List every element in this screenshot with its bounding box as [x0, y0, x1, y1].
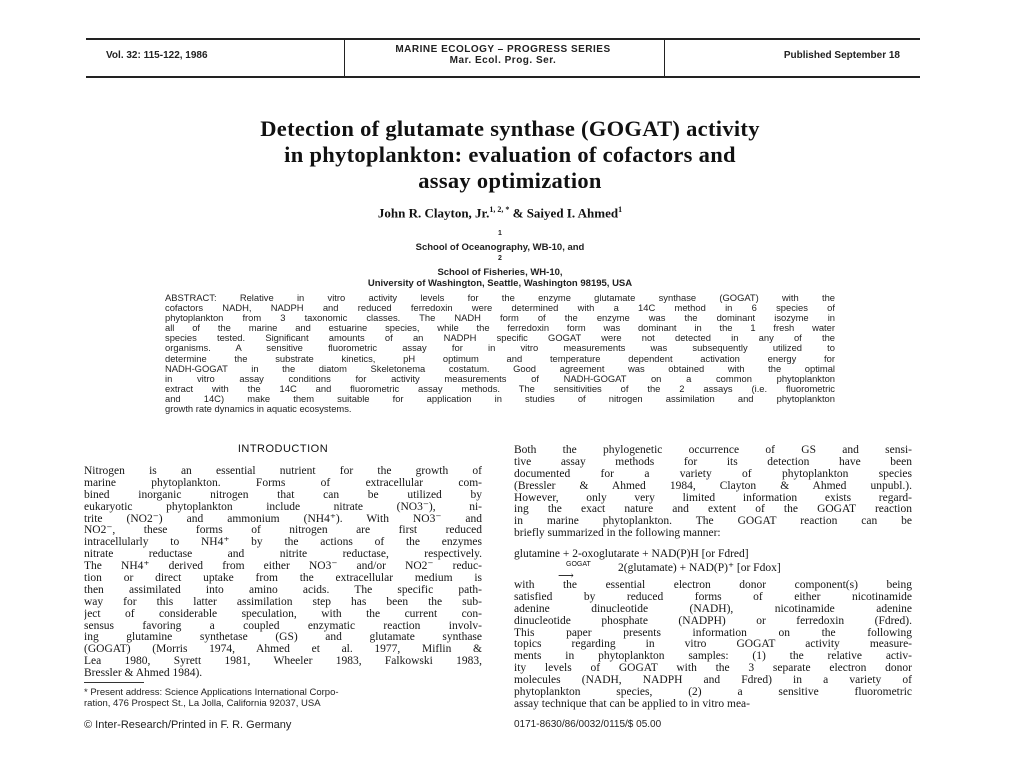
running-header — [86, 38, 920, 78]
title-line: in phytoplankton: evaluation of cofactors and — [284, 142, 736, 167]
text-line: in marine phytoplankton. The GOGAT reaction can be — [514, 516, 912, 528]
text-line: with the essential electron donor component(s) being — [514, 580, 912, 591]
right-column-text — [514, 445, 912, 540]
author-name: & Saiyed I. Ahmed — [509, 205, 619, 221]
journal-title: MARINE ECOLOGY – PROGRESS SERIES — [395, 44, 611, 55]
text-line: topics regarding in vitro GOGAT activity measure- — [514, 639, 912, 651]
text-line: phytoplankton species, (2) a sensitive fluorometric — [514, 687, 912, 699]
footnote — [84, 687, 482, 709]
section-heading-introduction: INTRODUCTION — [237, 443, 329, 455]
text-line: determine the substrate kinetics, pH optimum and temperature dependent activation energy for — [165, 353, 835, 364]
text-line: then assimilated into amino acids. The specific path- — [84, 584, 482, 596]
text-line: growth rate dynamics in aquatic ecosystems. — [165, 404, 352, 415]
equation-products: 2(glutamate) + NAD(P)⁺ [or Fdox] — [618, 562, 781, 574]
text-line: nitrate reductase and nitrite reductase, respectively. — [84, 549, 482, 561]
text-line: intracellularly to NH4⁺ by the actions of the enzymes — [84, 537, 482, 549]
text-line: NADH-GOGAT in the diatom Skeletonema costatum. Good agreement was obtained with the optimal — [165, 363, 835, 374]
text-line: Nitrogen is an essential nutrient for the growth of — [84, 466, 482, 477]
text-line: ABSTRACT: Relative in vitro activity levels for the enzyme glutamate synthase (GOGAT) with the — [165, 293, 835, 303]
text-line: ject of considerable speculation, with the current con- — [84, 608, 482, 620]
author-name: John R. Clayton, Jr. — [377, 205, 490, 221]
journal-abbrev: Mar. Ecol. Prog. Ser. — [449, 55, 557, 66]
text-line: Both the phylogenetic occurrence of GS and sensi- — [514, 445, 912, 456]
text-line: Lea 1980, Syrett 1981, Wheeler 1983, Falkowski 1983, — [84, 656, 482, 668]
text-line: trite (NO2⁻) and ammonium (NH4⁺). With NO3⁻ and — [84, 513, 482, 525]
header-divider — [664, 40, 665, 76]
volume-info: Vol. 32: 115-122, 1986 — [106, 50, 208, 61]
text-line: ity levels of GOGAT with the 3 separate electron donor — [514, 663, 912, 675]
article-title — [60, 116, 960, 194]
text-line: tion or direct uptake from the extracellular medium is — [84, 573, 482, 585]
footnote-line: * Present address: Science Applications International Corpo- — [84, 687, 339, 698]
footnote-line: ration, 476 Prospect St., La Jolla, California 92037, USA — [84, 698, 321, 709]
text-line: all of the marine and estuarine species, while the ferredoxin form was dominant in the 1 fresh water — [165, 323, 835, 334]
text-line: ments in phytoplankton samples: (1) the relative activ- — [514, 651, 912, 663]
affiliation-superscript: 2 — [498, 255, 502, 263]
text-line: documented for a variety of phytoplankton species — [514, 468, 912, 480]
text-line: molecules (NADH, NADPH and Fdred) in a variety of — [514, 675, 912, 687]
copyright: © Inter-Research/Printed in F. R. Germany — [84, 719, 292, 731]
text-line: bined inorganic nitrogen that can be utilized by — [84, 489, 482, 501]
text-line: organisms. A sensitive fluorometric assay for in vitro measurements was subsequently utilized to — [165, 343, 835, 354]
affiliation-text: School of Fisheries, WH-10, — [437, 267, 563, 279]
text-line: This paper presents information on the following — [514, 627, 912, 639]
text-line: The NH4⁺ derived from either NO3⁻ and/or NO2⁻ reduc- — [84, 561, 482, 573]
abstract — [165, 293, 835, 414]
issn-code: 0171-8630/86/0032/0115/$ 05.00 — [514, 719, 662, 730]
text-line: briefly summarized in the following manner: — [514, 528, 721, 540]
introduction-body — [84, 466, 482, 680]
text-line: way for this latter assimilation step has been the sub- — [84, 596, 482, 608]
text-line: marine phytoplankton. Forms of extracellular com- — [84, 477, 482, 489]
text-line: However, only very limited information exists regard- — [514, 492, 912, 504]
equation-enzyme-label: GOGAT — [566, 561, 591, 568]
text-line: (Bressler & Ahmed 1984, Clayton & Ahmed unpubl.). — [514, 480, 912, 492]
text-line: phytoplankton from 3 taxonomic classes. The NADH form of the enzyme was the dominant isozyme in — [165, 313, 835, 324]
affiliation — [0, 228, 1000, 289]
text-line: assay technique that can be applied to in vitro mea- — [514, 698, 750, 710]
author-superscript: 1 — [618, 205, 623, 214]
title-line: Detection of glutamate synthase (GOGAT) activity — [260, 116, 760, 141]
text-line: satisfied by reduced forms of either nicotinamide — [514, 591, 912, 603]
affiliation-line — [0, 228, 1000, 278]
text-line: dinucleotide phosphate (NADPH) or ferredoxin (Fdred). — [514, 615, 912, 627]
right-column-text-continued — [514, 580, 912, 711]
author-line — [0, 205, 1000, 221]
affiliation-line: University of Washington, Seattle, Washington 98195, USA — [367, 278, 633, 290]
text-line: Bressler & Ahmed 1984). — [84, 668, 203, 680]
text-line: cofactors NADH, NADPH and reduced ferredoxin were determined with a 14C method in 6 species of — [165, 303, 835, 314]
text-line: (GOGAT) (Morris 1974, Ahmed et al. 1977, Miflin & — [84, 644, 482, 656]
author-superscript: 1, 2, * — [489, 205, 510, 214]
text-line: adenine dinucleotide (NADH), nicotinamide adenine — [514, 603, 912, 615]
equation-reactants: glutamine + 2-oxoglutarate + NAD(P)H [or Fdred] — [514, 548, 749, 560]
affiliation-text: School of Oceanography, WB-10, and — [415, 242, 585, 254]
text-line: eukaryotic phytoplankton include nitrate (NO3⁻), ni- — [84, 501, 482, 513]
footnote-rule — [84, 682, 144, 683]
text-line: and 14C) make them suitable for application in studies of nitrogen assimilation and phytoplankton — [165, 393, 835, 404]
text-line: ing the exact nature and extent of the GOGAT reaction — [514, 504, 912, 516]
text-line: extract with the 14C and fluorometric assay methods. The sensitivities of the 2 assays (i.e. fluorometric — [165, 383, 835, 394]
text-line: sensus favoring a coupled enzymatic reaction involv- — [84, 620, 482, 632]
reaction-arrow-icon: ⟶ — [558, 570, 574, 582]
text-line: NO2⁻, these forms of nitrogen are first reduced — [84, 525, 482, 537]
title-line: assay optimization — [418, 168, 602, 193]
text-line: ing glutamine synthetase (GS) and glutamate synthase — [84, 632, 482, 644]
text-line: tive assay methods for its detection have been — [514, 456, 912, 468]
affiliation-superscript: 1 — [498, 230, 502, 237]
text-line: species tested. Significant amounts of an NADPH specific GOGAT were not detected in any of the — [165, 333, 835, 344]
publication-date: Published September 18 — [783, 50, 900, 61]
text-line: in vitro assay conditions for activity measurements of NADH-GOGAT on a common phytoplankton — [165, 373, 835, 384]
